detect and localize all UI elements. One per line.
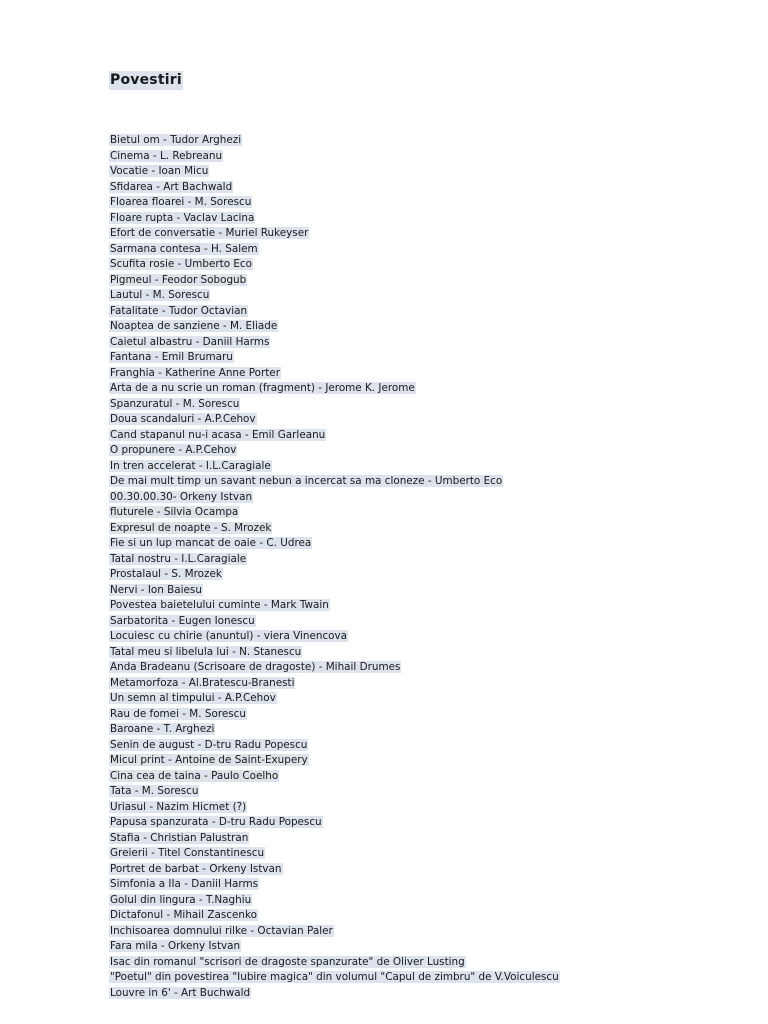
list-item [109,552,560,568]
list-item-text: Fantana - Emil Brumaru [110,351,233,363]
list-item [109,335,560,351]
list-item-text: Efort de conversatie - Muriel Rukeyser [110,227,309,239]
list-item-text: Tatal nostru - I.L.Caragiale [110,552,247,565]
list-item [109,908,560,924]
list-item-text: Un semn al timpului - A.P.Cehov [110,692,276,704]
list-item-text: O propunere - A.P.Cehov [110,444,237,456]
list-item-text: fluturele - Silvia Ocampa [110,506,239,518]
list-item-text: Metamorfoza - Al.Bratescu-Branesti [110,676,295,689]
list-item [109,381,560,397]
list-item-text: Louvre in 6' - Art Buchwald [110,986,251,999]
list-item [109,831,560,847]
list-item-text: Fara mila - Orkeny Istvan [110,940,241,952]
list-item-text: Spanzuratul - M. Sorescu [110,397,240,410]
list-item-text: Inchisoarea domnului rilke - Octavian Paler [110,924,333,937]
list-item [109,412,560,428]
list-item [109,195,560,211]
list-item [109,505,560,521]
list-item-text: Senin de august - D-tru Radu Popescu [110,738,308,751]
list-item-text: Franghia - Katherine Anne Porter [110,366,280,379]
list-item [109,319,560,335]
list-item [109,862,560,878]
list-item [109,614,560,630]
list-item-text: De mai mult timp un savant nebun a incercat sa ma cloneze - Umberto Eco [110,475,503,487]
list-item [109,676,560,692]
list-item-text: Stafia - Christian Palustran [110,831,249,844]
list-item [109,722,560,738]
story-list [109,133,560,1001]
list-item [109,955,560,971]
list-item-text: Lautul - M. Sorescu [110,289,210,301]
list-item [109,133,560,149]
list-item [109,257,560,273]
list-item [109,784,560,800]
list-item [109,986,560,1002]
list-item-text: Sarmana contesa - H. Salem [110,242,258,255]
list-item-text: 00.30.00.30- Orkeny Istvan [110,490,253,503]
list-item [109,474,560,490]
list-item-text: Povestea baietelului cuminte - Mark Twain [110,599,329,611]
list-item [109,304,560,320]
list-item [109,707,560,723]
list-item-text: Dictafonul - Mihail Zascenko [110,909,257,921]
list-item [109,242,560,258]
list-item-text: Tatal meu si libelula lui - N. Stanescu [110,645,302,658]
list-item [109,877,560,893]
list-item [109,350,560,366]
list-item [109,180,560,196]
list-item [109,583,560,599]
list-item-text: Caietul albastru - Daniil Harms [110,335,270,348]
list-item-text: Prostalaul - S. Mrozek [110,568,222,580]
list-item [109,273,560,289]
list-item [109,738,560,754]
list-item-text: Rau de fomei - M. Sorescu [110,707,246,720]
list-item-text: Tata - M. Sorescu [110,785,199,797]
list-item-text: Scufita rosie - Umberto Eco [110,258,252,270]
list-item-text: "Poetul" din povestirea "Iubire magica" din volumul "Capul de zimbru" de V.Voiculescu [110,971,559,983]
list-item [109,815,560,831]
list-item [109,536,560,552]
list-item [109,397,560,413]
list-item [109,567,560,583]
list-item [109,288,560,304]
list-item [109,211,560,227]
list-item-text: Sarbatorita - Eugen Ionescu [110,614,255,627]
page-title: Povestiri [110,72,182,88]
list-item-text: Uriasul - Nazim Hicmet (?) [110,800,247,813]
list-item-text: Baroane - T. Arghezi [110,723,215,735]
list-item-text: Floarea floarei - M. Sorescu [110,196,252,208]
list-item-text: Fatalitate - Tudor Octavian [110,304,248,317]
list-item-text: Nervi - Ion Baiesu [110,583,202,596]
list-item [109,149,560,165]
list-item-text: Vocatie - Ioan Micu [110,165,209,177]
list-item-text: Expresul de noapte - S. Mrozek [110,521,272,534]
list-item-text: Anda Bradeanu (Scrisoare de dragoste) - Mihail Drumes [110,661,401,673]
list-item-text: Cinema - L. Rebreanu [110,149,223,162]
list-item-text: Pigmeul - Feodor Sobogub [110,273,247,286]
list-item-text: In tren accelerat - I.L.Caragiale [110,459,271,472]
list-item [109,428,560,444]
list-item-text: Micul print - Antoine de Saint-Exupery [110,754,308,766]
list-item [109,490,560,506]
list-item [109,226,560,242]
list-item [109,970,560,986]
list-item [109,443,560,459]
list-item-text: Sfidarea - Art Bachwald [110,180,233,193]
list-item-text: Fie si un lup mancat de oaie - C. Udrea [110,537,312,549]
list-item [109,893,560,909]
list-item-text: Isac din romanul "scrisori de dragoste spanzurate" de Oliver Lusting [110,955,465,968]
list-item-text: Cina cea de taina - Paulo Coelho [110,769,279,782]
list-item-text: Doua scandaluri - A.P.Cehov [110,413,256,425]
list-item [109,459,560,475]
list-item-text: Cand stapanul nu-i acasa - Emil Garleanu [110,428,326,441]
list-item [109,660,560,676]
list-item-text: Locuiesc cu chirie (anuntul) - viera Vinencova [110,630,348,642]
list-item [109,598,560,614]
list-item-text: Floare rupta - Vaclav Lacina [110,211,255,224]
list-item-text: Portret de barbat - Orkeny Istvan [110,862,282,875]
list-item [109,939,560,955]
list-item [109,924,560,940]
list-item-text: Golul din lingura - T.Naghiu [110,893,252,906]
list-item-text: Bietul om - Tudor Arghezi [110,134,242,146]
list-item [109,800,560,816]
list-item [109,846,560,862]
list-item [109,164,560,180]
list-item-text: Papusa spanzurata - D-tru Radu Popescu [110,816,322,828]
list-item [109,366,560,382]
list-item-text: Greierii - Titel Constantinescu [110,847,265,859]
list-item [109,629,560,645]
list-item [109,769,560,785]
list-item-text: Simfonia a IIa - Daniil Harms [110,878,259,890]
list-item-text: Arta de a nu scrie un roman (fragment) - Jerome K. Jerome [110,382,415,394]
list-item [109,691,560,707]
list-item [109,645,560,661]
list-item [109,753,560,769]
list-item-text: Noaptea de sanziene - M. Eliade [110,320,278,332]
list-item [109,521,560,537]
